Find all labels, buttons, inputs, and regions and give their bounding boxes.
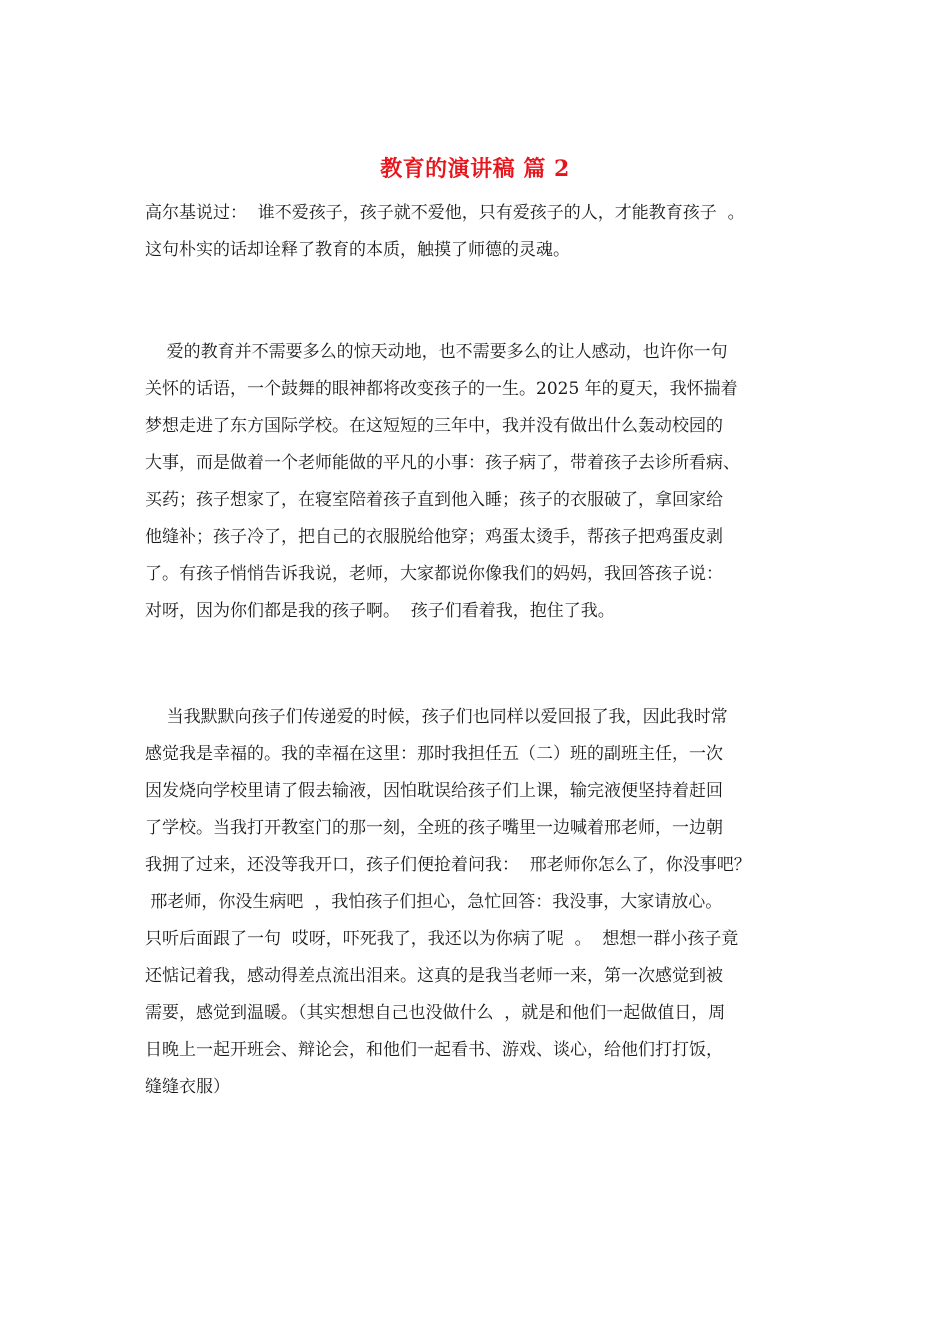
paragraph-3-line: 只听后面跟了一句 哎呀，吓死我了，我还以为你病了呢 。 想想一群小孩子竟: [145, 929, 739, 949]
paragraph-2-line: 买药；孩子想家了，在寝室陪着孩子直到他入睡；孩子的衣服破了，拿回家给: [145, 490, 723, 510]
paragraph-3-line: 需要，感觉到温暖。（其实想想自己也没做什么 ，就是和他们一起做值日，周: [145, 1003, 726, 1023]
paragraph-3-line: 邢老师，你没生病吧 ，我怕孩子们担心，急忙回答：我没事，大家请放心。: [145, 892, 723, 912]
paragraph-1-line: 高尔基说过： 谁不爱孩子，孩子就不爱他，只有爱孩子的人，才能教育孩子 。: [145, 203, 745, 223]
paragraph-3-line: 了学校。当我打开教室门的那一刻，全班的孩子嘴里一边喊着邢老师，一边朝: [145, 818, 723, 838]
paragraph-2-line: 大事，而是做着一个老师能做的平凡的小事：孩子病了，带着孩子去诊所看病、: [145, 453, 740, 473]
paragraph-3-line: 还惦记着我，感动得差点流出泪来。这真的是我当老师一来，第一次感觉到被: [145, 966, 723, 986]
paragraph-3-line: 缝缝衣服）: [145, 1077, 230, 1097]
paragraph-3-line: 当我默默向孩子们传递爱的时候，孩子们也同样以爱回报了我，因此我时常: [145, 707, 728, 727]
paragraph-3-line: 日晚上一起开班会、辩论会，和他们一起看书、游戏、谈心，给他们打打饭，: [145, 1040, 723, 1060]
document-title: 教育的演讲稿 篇 2: [380, 156, 570, 182]
paragraph-2-line: 他缝补；孩子冷了，把自己的衣服脱给他穿；鸡蛋太烫手，帮孩子把鸡蛋皮剥: [145, 527, 723, 547]
paragraph-3-line: 我拥了过来，还没等我开口，孩子们便抢着问我： 邢老师你怎么了，你没事吧？: [145, 855, 751, 875]
paragraph-2-line: 梦想走进了东方国际学校。在这短短的三年中，我并没有做出什么轰动校园的: [145, 416, 723, 436]
paragraph-2-line: 爱的教育并不需要多么的惊天动地，也不需要多么的让人感动，也许你一句: [145, 342, 728, 362]
paragraph-2-line: 对呀，因为你们都是我的孩子啊。 孩子们看着我，抱住了我。: [145, 601, 615, 621]
paragraph-1-line: 这句朴实的话却诠释了教育的本质，触摸了师德的灵魂。: [145, 240, 570, 260]
paragraph-3-line: 因发烧向学校里请了假去输液，因怕耽误给孩子们上课，输完液便坚持着赶回: [145, 781, 723, 801]
paragraph-2-line: 关怀的话语，一个鼓舞的眼神都将改变孩子的一生。2025 年的夏天，我怀揣着: [145, 379, 738, 399]
paragraph-3-line: 感觉我是幸福的。我的幸福在这里：那时我担任五（二）班的副班主任，一次: [145, 744, 723, 764]
paragraph-2-line: 了。有孩子悄悄告诉我说，老师，大家都说你像我们的妈妈，我回答孩子说：: [145, 564, 723, 584]
